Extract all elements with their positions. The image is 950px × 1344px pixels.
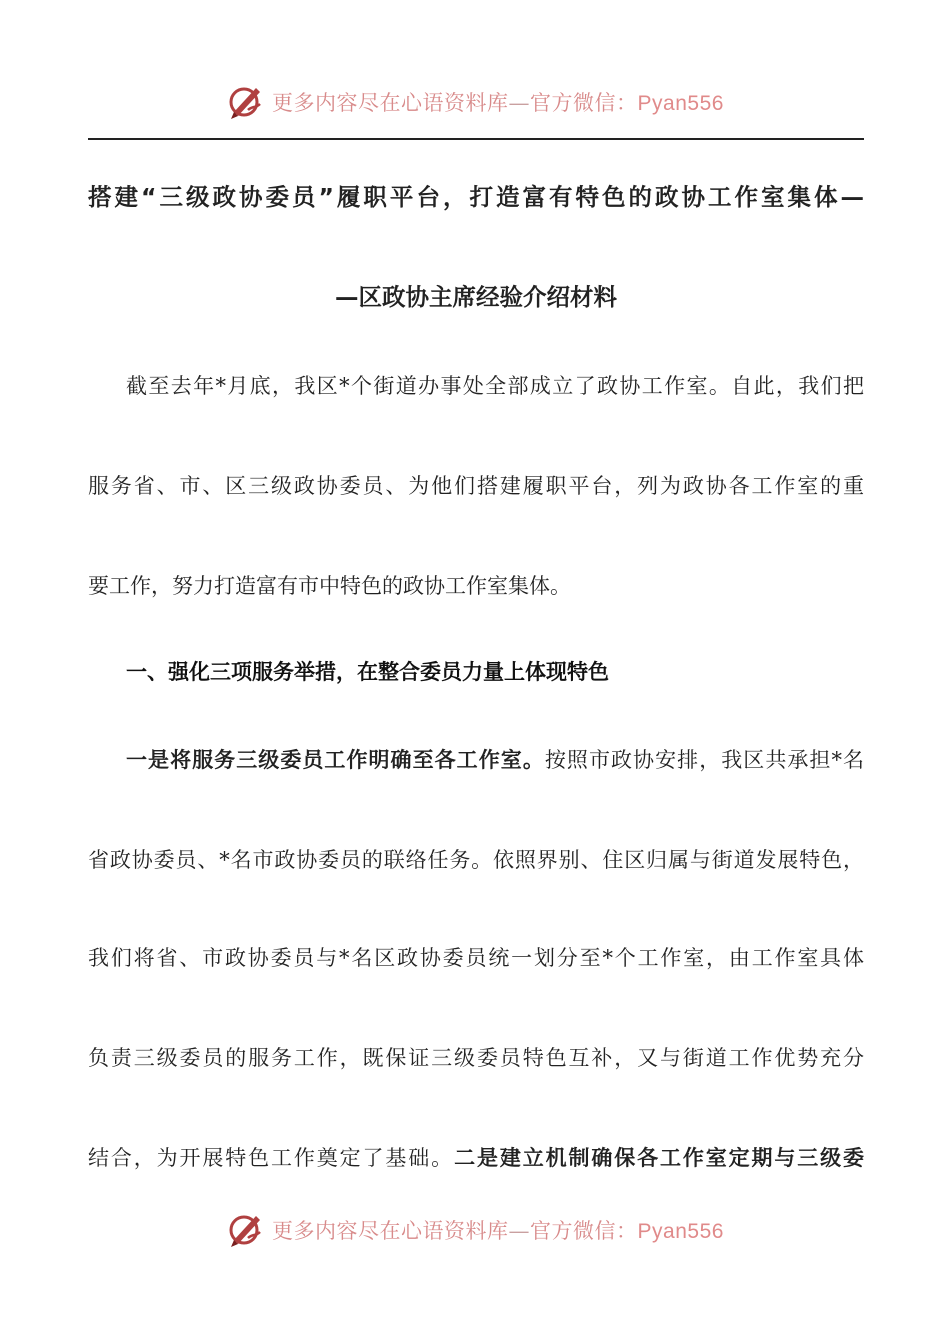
point-two-lead: 二是建立机制确保各工作室定期与三级委 xyxy=(454,1146,865,1170)
banner-contact-label: 官方微信： xyxy=(530,1219,638,1243)
document-title-line-1: 搭建“三级政协委员”履职平台，打造富有特色的政协工作室集体— xyxy=(88,183,864,211)
banner-slogan: 更多内容尽在心语资料库 xyxy=(272,91,509,115)
header-banner xyxy=(0,80,950,124)
section1-line-1-rest: 按照市政协安排，我区共承担*名 xyxy=(544,748,865,772)
footer-banner xyxy=(0,1208,950,1252)
pen-logo-icon xyxy=(226,1210,266,1250)
section1-line-5-start: 结合，为开展特色工作奠定了基础。 xyxy=(88,1146,455,1170)
intro-line-3: 要工作，努力打造富有市中特色的政协工作室集体。 xyxy=(88,574,571,598)
section1-line-2: 省政协委员、*名市政协委员的联络任务。依照界别、住区归属与街道发展特色， xyxy=(88,848,864,872)
intro-line-1: 截至去年*月底，我区*个街道办事处全部成立了政协工作室。自此，我们把 xyxy=(126,374,864,398)
banner-contact-id: Pyan556 xyxy=(637,1220,724,1243)
section1-line-1 xyxy=(126,746,864,774)
point-one-lead: 一是将服务三级委员工作明确至各工作室。 xyxy=(126,748,545,772)
banner-text xyxy=(272,1215,724,1245)
section-heading-1: 一、强化三项服务举措，在整合委员力量上体现特色 xyxy=(126,660,609,684)
banner-text xyxy=(272,87,724,117)
banner-contact-id: Pyan556 xyxy=(637,92,724,115)
section1-line-5 xyxy=(88,1144,864,1172)
header-divider xyxy=(88,138,864,140)
banner-separator: — xyxy=(508,1219,531,1243)
section1-line-3: 我们将省、市政协委员与*名区政协委员统一划分至*个工作室，由工作室具体 xyxy=(88,946,864,970)
banner-contact-label: 官方微信： xyxy=(530,91,638,115)
section1-line-4: 负责三级委员的服务工作，既保证三级委员特色互补，又与街道工作优势充分 xyxy=(88,1046,864,1070)
pen-logo-icon xyxy=(226,82,266,122)
banner-separator: — xyxy=(508,91,531,115)
document-title-line-2: —区政协主席经验介绍材料 xyxy=(335,283,617,311)
intro-line-2: 服务省、市、区三级政协委员、为他们搭建履职平台，列为政协各工作室的重 xyxy=(88,474,864,498)
banner-slogan: 更多内容尽在心语资料库 xyxy=(272,1219,509,1243)
